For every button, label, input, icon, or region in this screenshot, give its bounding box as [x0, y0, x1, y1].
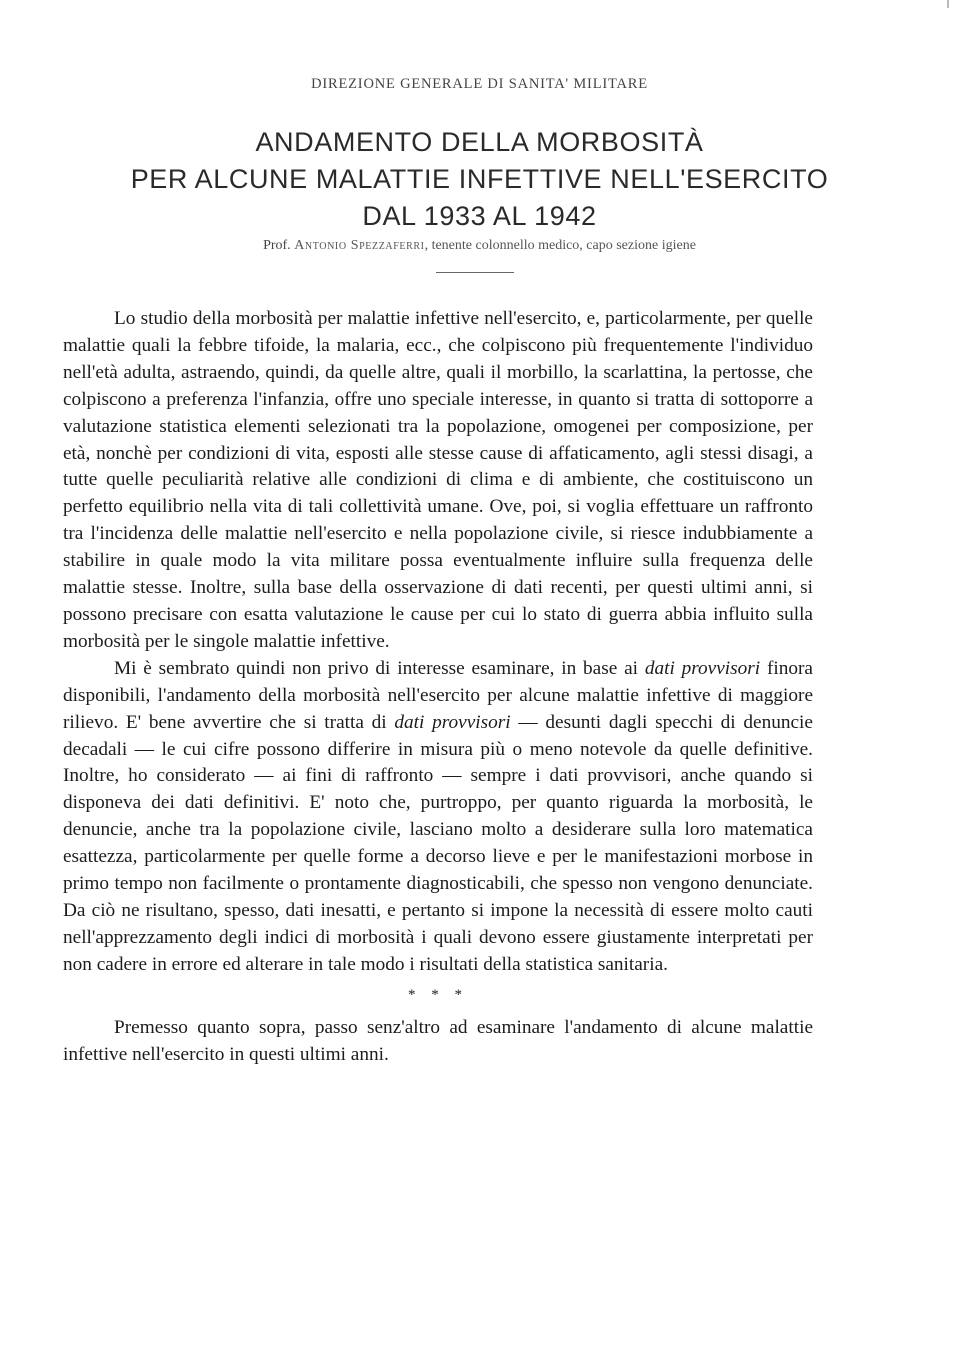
title-line-3: DAL 1933 AL 1942	[362, 201, 597, 231]
author-line	[0, 238, 959, 254]
institution-header: DIREZIONE GENERALE DI SANITA' MILITARE	[311, 76, 648, 92]
author-role: , tenente colonnello medico, capo sezione igiene	[424, 238, 696, 253]
paragraph-2-emphasis-1: dati provvisori	[644, 657, 761, 679]
paragraph-3: Premesso quanto sopra, passo senz'altro ad esaminare l'andamento di alcune malattie infettive nell'esercito in questi ultimi anni.	[63, 1016, 813, 1065]
author-prefix: Prof.	[263, 238, 291, 253]
title-divider	[436, 272, 514, 273]
author-name: Antonio Spezzaferri	[294, 238, 425, 253]
paragraph-1: Lo studio della morbosità per malattie infettive nell'esercito, e, particolarmente, per quelle malattie quali la febbre tifoide, la malaria, ecc., che colpiscono più frequentemente l'individuo nell'età adulta, astraendo, quindi, da quelle altre, quali il morbillo, la scarlattina, la pertosse, che colpiscono a preferenza l'infanzia, offre uno speciale interesse, in quanto si tratta di sottoporre a valutazione statistica elementi selezionati tra la popolazione, omogenei per composizione, per età, nonchè per condizioni di vita, esposti alle stesse cause di affaticamento, agli stessi disagi, a tutte quelle peculiarità relative alle condizioni di clima e di ambiente, che costituiscono un perfetto equilibrio nella vita di tali collettività umane. Ove, poi, si voglia effettuare un raffronto tra l'incidenza delle malattie nell'esercito e nella popolazione civile, si riesce indubbiamente a stabilire in quale modo la vita militare possa eventualmente influire sulla frequenza delle malattie stesse. Inoltre, sulla base della osservazione di dati recenti, per questi ultimi anni, si possono precisare con esatta valutazione le cause per cui lo stato di guerra abbia influito sulla morbosità per le singole malattie infettive.	[63, 308, 813, 652]
article-body	[63, 306, 813, 1068]
title-line-1: ANDAMENTO DELLA MORBOSITÀ	[255, 127, 704, 157]
section-separator: * * *	[408, 986, 468, 1003]
paragraph-2	[63, 656, 813, 979]
paragraph-2-part-c: — desunti dagli specchi di denuncie decadali — le cui cifre possono differire in misura più o meno notevole da quelle definitive. Inoltre, ho considerato — ai fini di raffronto — sempre i dati provvisori, anche quando si disponeva dei dati definitivi. E' noto che, purtroppo, per quanto riguarda la morbosità, le denuncie, anche tra la popolazione civile, lasciano molto a desiderare sulla loro matematica esattezza, particolarmente per quelle forme a decorso lieve e per le manifestazioni morbose in primo tempo non facilmente o prontamente diagnosticabili, che spesso non vengono denunciate. Da ciò ne risultano, spesso, dati inesatti, e pertanto si impone la necessità di essere molto cauti nell'apprezzamento degli indici di morbosità i quali devono essere giustamente interpretati per non cadere in errore ed alterare in tale modo i risultati della statistica sanitaria.	[63, 711, 813, 975]
scan-mark	[947, 0, 949, 8]
title-line-2: PER ALCUNE MALATTIE INFETTIVE NELL'ESERCITO	[130, 164, 829, 194]
paragraph-2-emphasis-2: dati provvisori	[394, 711, 511, 733]
paragraph-2-part-b: finora disponibili, l'andamento della morbosità nell'esercito per alcune malattie infettive di maggiore rilievo. E' bene avvertire che si tratta di	[63, 657, 813, 733]
paragraph-2-part-a: Mi è sembrato quindi non privo di interesse esaminare, in base ai	[114, 657, 645, 679]
